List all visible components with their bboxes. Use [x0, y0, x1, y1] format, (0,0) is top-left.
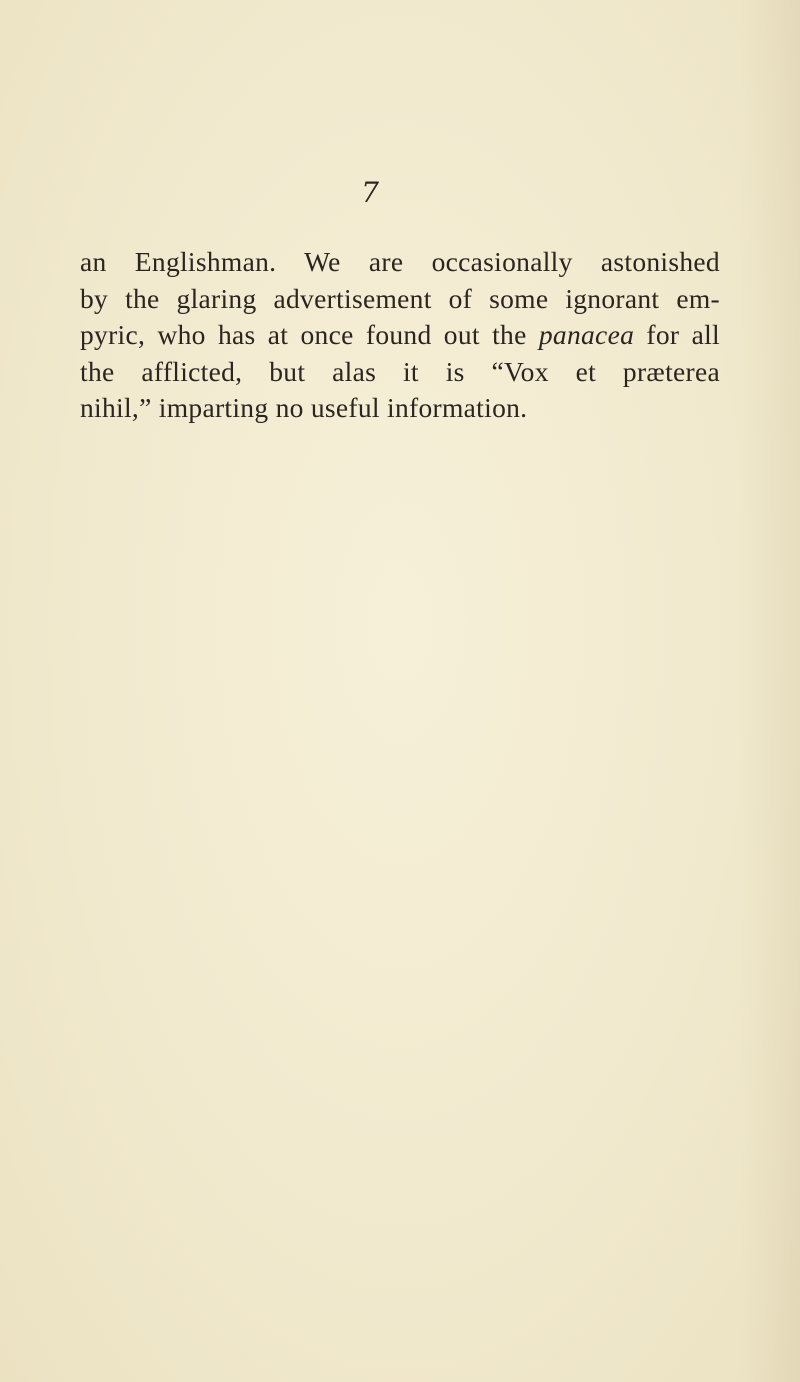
- text-line-5: nihil,” imparting no useful information.: [80, 392, 528, 423]
- text-line-2: by the glaring advertisement of some ignorant em-: [80, 282, 720, 314]
- emphasized-word: panacea: [538, 319, 635, 350]
- text-line-1: an Englishman. We are occasionally astonished: [80, 246, 720, 277]
- page-edge-shadow: [740, 0, 800, 1382]
- text-line-4: the afflicted, but alas it is “Vox et præterea: [80, 355, 720, 387]
- page-number: 7: [361, 176, 379, 209]
- text-line-3: pyric, who has at once found out the panacea for all: [80, 319, 721, 350]
- body-text: [80, 244, 720, 427]
